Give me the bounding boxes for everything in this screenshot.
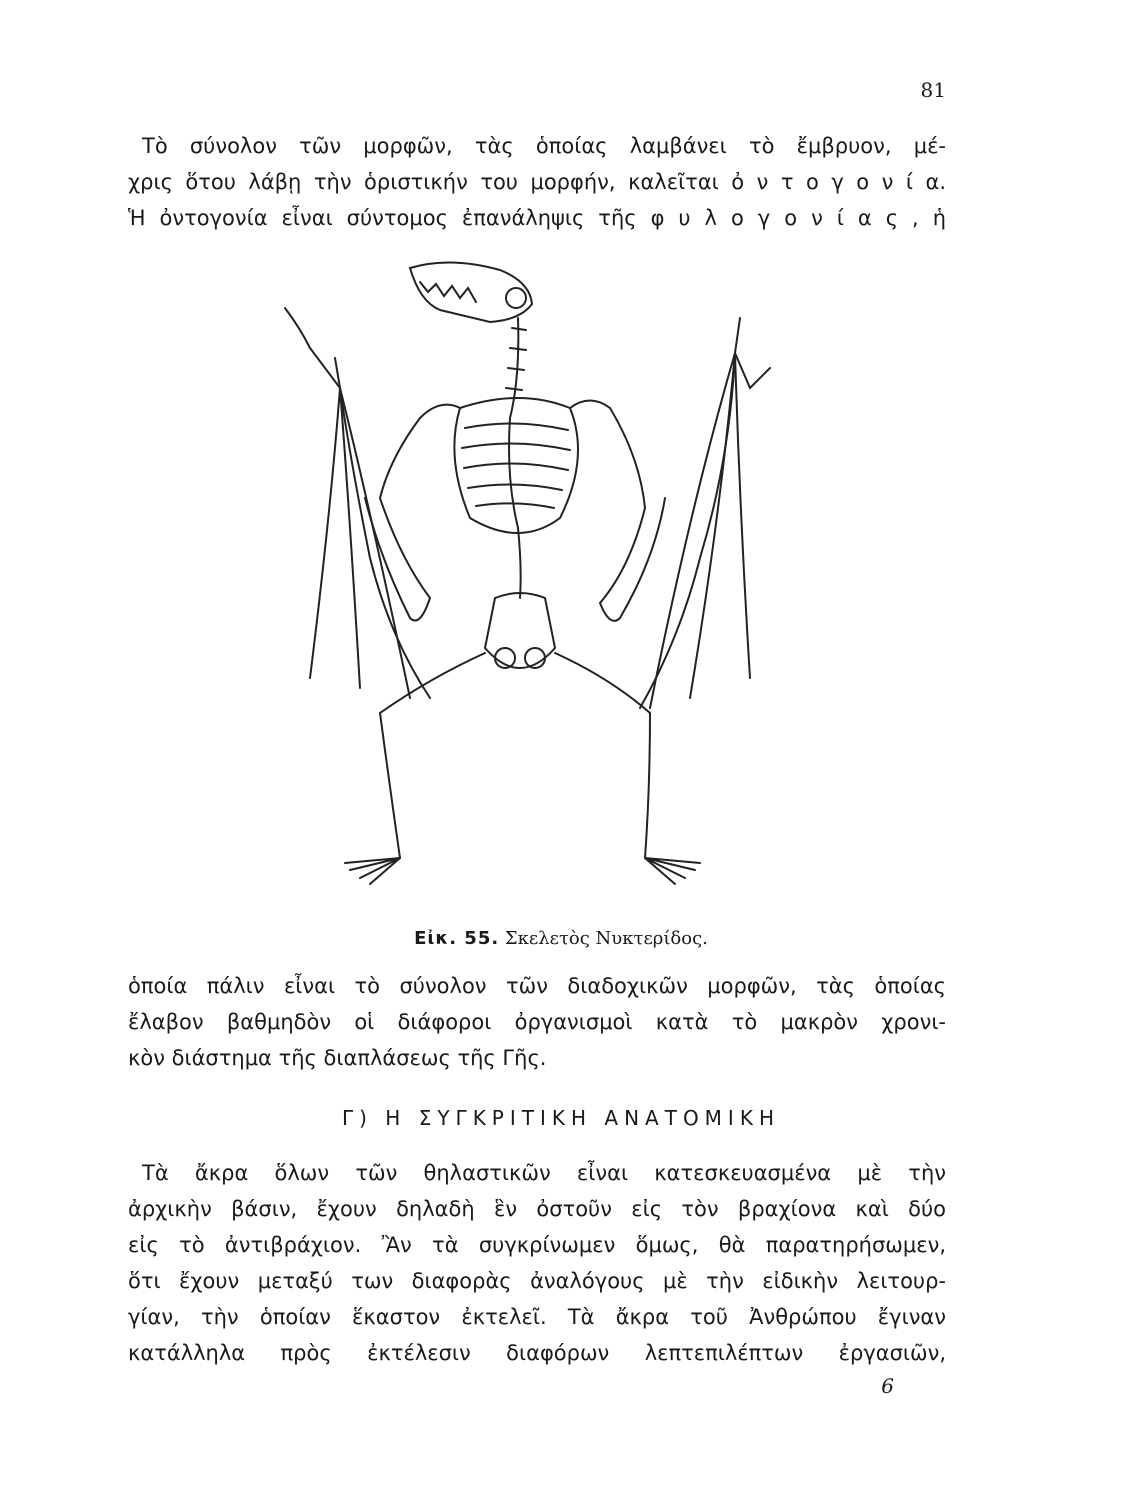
figure-label: Εἰκ. 55. bbox=[414, 928, 500, 949]
section-heading: Γ) Η ΣΥΓΚΡΙΤΙΚΗ ΑΝΑΤΟΜΙΚΗ bbox=[342, 1106, 780, 1130]
figure-caption-text: Σκελετὸς Νυκτερίδος. bbox=[504, 928, 708, 949]
text-line: κὸν διάστημα τῆς διαπλάσεως τῆς Γῆς. bbox=[128, 1046, 547, 1070]
text-line: εἰς τὸ ἀντιβράχιον. Ἂν τὰ συγκρίνωμεν ὅμως, θὰ παρατηρήσωμεν, bbox=[128, 1233, 946, 1257]
figure-caption bbox=[0, 928, 1122, 949]
text-line: ὅτι ἔχουν μεταξύ των διαφορὰς ἀναλόγους μὲ τὴν εἰδικὴν λειτουρ- bbox=[128, 1269, 946, 1293]
text-line: χρις ὅτου λάβῃ τὴν ὁριστικήν του μορφήν, καλεῖται ὀ ν τ ο γ ο ν ί α. bbox=[128, 170, 946, 194]
text-line: κατάλληλα πρὸς ἐκτέλεσιν διαφόρων λεπτεπιλέπτων ἐργασιῶν, bbox=[128, 1341, 946, 1365]
text-line: ὁποία πάλιν εἶναι τὸ σύνολον τῶν διαδοχικῶν μορφῶν, τὰς ὁποίας bbox=[128, 974, 946, 998]
text-line: γίαν, τὴν ὁποίαν ἕκαστον ἐκτελεῖ. Τὰ ἄκρα τοῦ Ἀνθρώπου ἔγιναν bbox=[128, 1305, 946, 1329]
text-line: ἀρχικὴν βάσιν, ἔχουν δηλαδὴ ἓν ὀστοῦν εἰς τὸν βραχίονα καὶ δύο bbox=[128, 1197, 946, 1221]
signature-mark: 6 bbox=[881, 1374, 894, 1398]
text-line: Τὸ σύνολον τῶν μορφῶν, τὰς ὁποίας λαμβάνει τὸ ἔμβρυον, μέ- bbox=[142, 134, 946, 158]
bat-skeleton-illustration bbox=[270, 258, 790, 888]
paragraph-phylogeny bbox=[128, 968, 946, 1076]
paragraph-ontogeny bbox=[128, 128, 946, 236]
text-line: ἔλαβον βαθμηδὸν οἱ διάφοροι ὀργανισμοὶ κατὰ τὸ μακρὸν χρονι- bbox=[128, 1010, 946, 1034]
text-line: Ἡ ὀντογονία εἶναι σύντομος ἐπανάληψις τῆς φ υ λ ο γ ο ν ί α ς , ἡ bbox=[128, 206, 946, 230]
page-number: 81 bbox=[920, 78, 946, 102]
paragraph-comparative-anatomy bbox=[128, 1155, 946, 1371]
text-line: Τὰ ἄκρα ὅλων τῶν θηλαστικῶν εἶναι κατεσκευασμένα μὲ τὴν bbox=[142, 1161, 946, 1185]
